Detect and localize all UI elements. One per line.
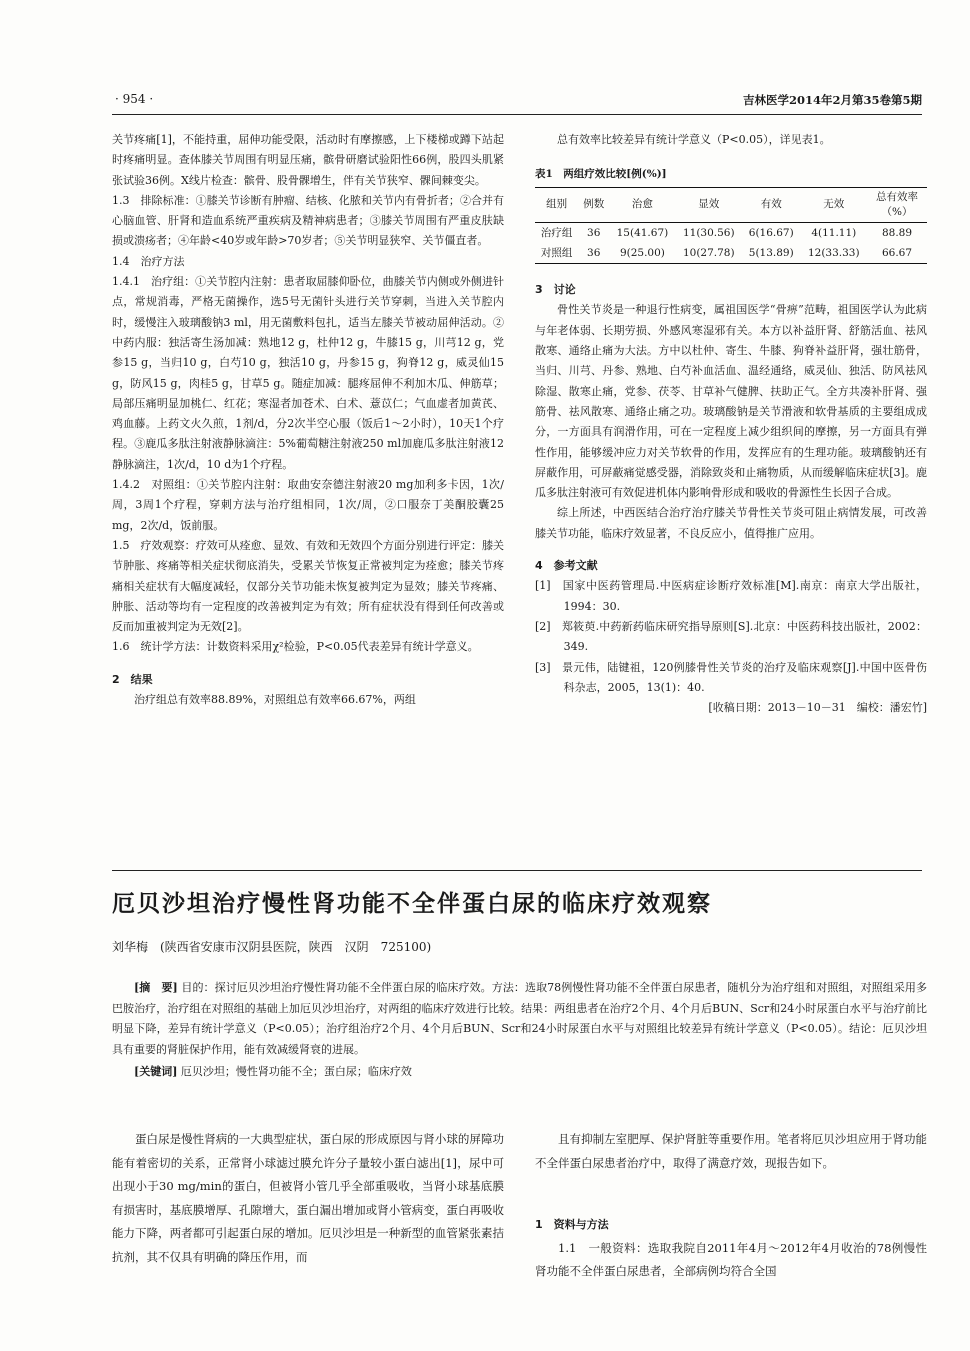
paragraph: 1.4.1 治疗组：①关节腔内注射：患者取屈膝仰卧位，曲膝关节内侧或外侧进针点，常规消毒，严格无菌操作，选5号无菌针头进行关节穿刺，当进入关节腔内时，缓慢注入玻璃酸钠3 ml，用无菌敷料包扎，适当左膝关节被动屈伸活动。②中药内服：独活寄生汤加减：熟地12 g，杜仲12 g，牛膝15 g，川芎12 g，党参15 g，当归10 g，白芍10 g，独活10 g，丹参15 g，狗脊12 g，威灵仙15 g，防风15 g，肉桂5 g，甘草5 g。随症加减：腿疼屈伸不利加木瓜、伸筋草；局部压痛明显加桃仁、红花；寒湿者加苍术、白术、薏苡仁；气血虚者加黄芪、鸡血藤。上药文火久煎，1剂/d，分2次半空心服（饭后1～2小时），10天1个疗程。③鹿瓜多肽注射液静脉滴注：5%葡萄糖注射液250 ml加鹿瓜多肽注射液12静脉滴注，1次/d，10 d为1个疗程。 [112, 275, 504, 471]
intro-left [112, 1128, 504, 1269]
table-header-cell: 总有效率（%） [867, 187, 927, 222]
abstract-label: [摘 要] [134, 981, 178, 994]
header-rule [112, 114, 922, 115]
right-column [535, 130, 927, 718]
paragraph: 骨性关节炎是一种退行性病变，属祖国医学“骨痹”范畴，祖国医学认为此病与年老体弱、长期劳损、外感风寒湿邪有关。本方以补益肝肾、舒筋活血、祛风散寒、通络止痛为大法。方中以杜仲、寄生、牛膝、狗脊补益肝肾，强壮筋骨，当归、川芎、丹参、熟地、白芍补血活血、温经通络，威灵仙、独活、防风祛风除湿、散寒止痛，党参、茯苓、甘草补气健脾、扶助正气。全方共凑补肝肾、强筋骨、祛风散寒、通络止痛之功。玻璃酸钠是关节滑液和软骨基质的主要组成成分，一方面具有润滑作用，可在一定程度上减少组织间的摩擦，另一方面具有弹性作用，能够缓冲应力对关节软骨的作用，发挥应有的生理功能。玻璃酸钠还有屏蔽作用，可屏蔽痛觉感受器，消除致炎和止痛物质，从而缓解临床症状[3]。鹿瓜多肽注射液可有效促进机体内影响骨形成和吸收的骨源性生长因子合成。 [535, 303, 927, 500]
paragraph: 1.4 治疗方法 [112, 254, 185, 268]
table-cell: 15(41.67) [616, 226, 669, 239]
paragraph: 1.4.2 对照组：①关节腔内注射：取曲安奈德注射液20 mg加利多卡因，1次/周，3周1个疗程，穿刺方法与治疗组相同，1次/周，②口服奈丁美酮胶囊25 mg，2次/d，饭前服。 [112, 478, 504, 532]
paragraph: 1.3 排除标准：①膝关节诊断有肿瘤、结核、化脓和关节内有骨折者；②合并有心脑血管、肝肾和造血系统严重疾病及精神病患者；③膝关节周围有严重皮肤缺损或溃疡者；④年龄<40岁或年龄>70岁者；⑤关节明显狭窄、关节僵直者。 [112, 193, 504, 248]
table-header-cell: 组别 [535, 187, 578, 222]
table-cell: 4(11.11) [811, 226, 857, 239]
section-rule [112, 870, 922, 871]
reference-item: [3] 景元伟，陆键祖，120例膝骨性关节炎的治疗及临床观察[J].中国中医骨伤科杂志，2005，13(1)：40. [535, 660, 927, 694]
table-cell: 5(13.89) [742, 243, 801, 264]
section-heading: 3 讨论 [535, 283, 576, 297]
table-cell: 88.89 [881, 226, 913, 239]
paragraph: 综上所述，中西医结合治疗治疗膝关节骨性关节炎可阻止病情发展，可改善膝关节功能，临床疗效显著，不良反应小，值得推广应用。 [535, 506, 927, 540]
author-line: 刘华梅 (陕西省安康市汉阴县医院，陕西 汉阴 725100) [112, 940, 432, 954]
table-cell: 36 [587, 226, 601, 239]
table-row [535, 222, 927, 243]
paragraph: 1.5 疗效观察：疗效可从痊愈、显效、有效和无效四个方面分别进行评定：膝关节肿胀、疼痛等相关症状彻底消失，受累关节恢复正常被判定为痊愈；膝关节疼痛相关症状有大幅度减轻，仅部分关节功能未恢复被判定为显效；膝关节疼痛、肿胀、活动等均有一定程度的改善被判定为有效；所有症状没有得到任何改善或反而加重被判定为无效[2]。 [112, 538, 504, 634]
reference-item: [1] 国家中医药管理局.中医病症诊断疗效标准[M].南京：南京大学出版社，1994：30. [535, 579, 927, 613]
page-number: · 954 · [115, 92, 154, 106]
section-heading: 1 资料与方法 [535, 1218, 609, 1231]
discussion-block [535, 280, 927, 576]
table-cell: 对照组 [535, 243, 578, 264]
keywords-text: 厄贝沙坦；慢性肾功能不全；蛋白尿；临床疗效 [180, 1065, 412, 1078]
section-heading: 4 参考文献 [535, 559, 598, 573]
table-cell: 12(33.33) [801, 243, 867, 264]
abstract-block [112, 978, 927, 1083]
intro-paragraph: 蛋白尿是慢性肾病的一大典型症状，蛋白尿的形成原因与肾小球的屏障功能有着密切的关系，正常肾小球滤过膜允许分子量较小蛋白滤出[1]，尿中可出现小于30 mg/min的蛋白，但被肾小管几乎全部重吸收，当肾小球基底膜有损害时，基底膜增厚、孔隙增大，蛋白漏出增加或肾小管病变，蛋白再吸收能力下降，两者都可引起蛋白尿的增加。厄贝沙坦是一种新型的血管紧张素拮抗剂，其不仅具有明确的降压作用，而 [112, 1132, 504, 1264]
table-header-cell: 无效 [801, 187, 867, 222]
table-cell: 11(30.56) [682, 226, 735, 239]
table-caption: 表1 两组疗效比较[例(%)] [535, 168, 667, 181]
efficacy-table [535, 187, 927, 265]
reference-list [535, 576, 927, 698]
table-cell: 66.67 [867, 243, 927, 264]
table-header-cell: 例数 [578, 187, 609, 222]
paragraph: 治疗组总有效率88.89%，对照组总有效率66.67%，两组 [134, 693, 416, 707]
table-header-cell: 显效 [676, 187, 742, 222]
table-header-cell: 治愈 [609, 187, 675, 222]
intro-paragraph-cont: 且有抑制左室肥厚、保护肾脏等重要作用。笔者将厄贝沙坦应用于肾功能不全伴蛋白尿患者治疗中，取得了满意疗效，现报告如下。 [535, 1132, 927, 1170]
received-date: [收稿日期：2013－10－31 编校：潘宏竹] [708, 701, 927, 715]
table-cell: 6(16.67) [748, 226, 794, 239]
table-cell: 9(25.00) [609, 243, 675, 264]
reference-item: [2] 郑筱萸.中药新药临床研究指导原则[S].北京：中医药科技出版社，2002：349. [535, 619, 927, 654]
section-heading: 2 结果 [112, 672, 153, 686]
abstract-text: 目的：探讨厄贝沙坦治疗慢性肾功能不全伴蛋白尿的临床疗效。方法：选取78例慢性肾功能不全伴蛋白尿患者，随机分为治疗组和对照组，对照组采用多巴胺治疗，治疗组在对照组的基础上加厄贝沙坦治疗，对两组的临床疗效进行比较。结果：两组患者在治疗2个月、4个月后BUN、Scr和24小时尿蛋白水平与治疗前比明显下降，差异有统计学意义（P<0.05）；治疗组治疗2个月、4个月后BUN、Scr和24小时尿蛋白水平与对照组比较差异有统计学意义（P<0.05）。结论：厄贝沙坦具有重要的肾脏保护作用，能有效减缓肾衰的进展。 [112, 981, 928, 1056]
keywords-label: [关键词] [134, 1065, 178, 1078]
journal-header: 吉林医学2014年2月第35卷第5期 [742, 93, 922, 107]
paragraph: 1.6 统计学方法：计数资料采用χ²检验，P<0.05代表差异有统计学意义。 [112, 640, 479, 654]
table-cell: 36 [578, 243, 609, 264]
paragraph: 关节疼痛[1]，不能持重，屈伸功能受限，活动时有摩擦感，上下楼梯或蹲下站起时疼痛明显。查体膝关节周围有明显压痛，髌骨研磨试验阳性66例，股四头肌紧张试验36例。X线片检查：髌骨、股骨髁增生，伴有关节狭窄、髁间棘变尖。 [112, 133, 504, 187]
table-row [535, 243, 927, 264]
table-cell: 10(27.78) [676, 243, 742, 264]
table-header-row [535, 187, 927, 222]
left-column [112, 130, 504, 710]
article-title: 厄贝沙坦治疗慢性肾功能不全伴蛋白尿的临床疗效观察 [112, 891, 712, 917]
intro-right [535, 1128, 927, 1284]
table-header-cell: 有效 [742, 187, 801, 222]
table-cell: 治疗组 [540, 226, 573, 239]
results-continued: 总有效率比较差异有统计学意义（P<0.05），详见表1。 [557, 133, 831, 146]
general-data-paragraph: 1.1 一般资料：选取我院自2011年4月～2012年4月收治的78例慢性肾功能不全伴蛋白尿患者，全部病例均符合全国 [535, 1240, 927, 1278]
